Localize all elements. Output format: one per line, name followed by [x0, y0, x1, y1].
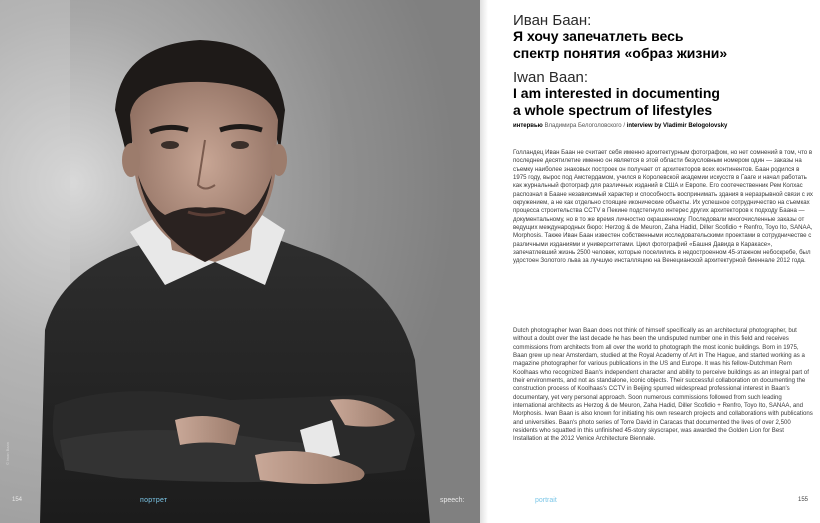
byline-ru-name: Владимира Белоголовского	[544, 123, 622, 129]
title-en-name: Iwan Baan:	[513, 69, 589, 86]
byline-en-label: interview by	[626, 123, 662, 129]
title-ru-headline	[513, 28, 813, 62]
page-number-right: 155	[797, 497, 808, 503]
page-gutter-shadow	[480, 0, 488, 523]
magazine-name	[440, 497, 465, 504]
title-en-line-2: a whole spectrum of lifestyles	[513, 102, 713, 118]
title-ru-line-2: спектр понятия «образ жизни»	[513, 45, 728, 61]
section-label-right: portrait	[535, 497, 557, 504]
page-number-left: 154	[12, 497, 23, 503]
title-en-line-1: I am interested in documenting	[513, 85, 720, 101]
magazine-title: speech:	[440, 497, 465, 504]
section-label-left: портрет	[140, 497, 168, 504]
photo-credit: © Iwan Baan	[5, 442, 10, 465]
byline-en-name: Vladimir Belogolovsky	[663, 123, 728, 129]
title-en-headline	[513, 85, 813, 119]
byline-ru-label: интервью	[513, 123, 543, 129]
byline-separator: /	[623, 123, 625, 129]
title-ru-name: Иван Баан:	[513, 12, 592, 29]
title-ru-line-1: Я хочу запечатлеть весь	[513, 28, 684, 44]
right-page	[480, 0, 820, 523]
byline	[513, 123, 727, 129]
body-text-russian: Голландец Иван Баан не считает себя именно архитектурным фотографом, но нет сомнений в том, что в последнее десятилетие именно он является в этой области безусловным номером один — заказы на съемку наиболее знаковых построек он получает от архитекторов всех континентов. Баан родился в 1975 году, вырос под Амстердамом, учился в Королевской академии искусств в Гааге и начал работать как журнальный фотограф для различных изданий в США и Европе. Его соотечественник Рем Колхас распознал в Баане независимый характер и способность воспринимать здания в неразрывной связи с их окружением, а не как отдельно стоящие иконические объекты. Их успешное сотрудничество на съемках процесса строительства CCTV в Пекине подстегнуло интерес других архитекторов к подходу Баана — документальному, но в то же время личностно окрашенному. Последовали многочисленные заказы от ведущих международных бюро: Herzog & de Meuron, Zaha Hadid, Diller Scofidio + Renfro, Toyo Ito, SANAA, Morphosis. Также Иван Баан известен собственными исследовательскими проектами в сотрудничестве с различными изданиями и университетами. Цикл фотографий «Башня Давида в Каракасе», запечатлевший жизнь 2500 человек, которые поселились в недостроенном 45-этажном небоскребе, был удостоен Золотого льва за лучшую инсталляцию на Венецианской архитектурной биеннале 2012 года.	[513, 149, 813, 265]
body-text-english: Dutch photographer Iwan Baan does not think of himself specifically as an architectural photographer, but without a doubt over the last decade he has been the undisputed number one in this field and receives commissions from architects from all over the world to photograph the most iconic buildings. Born in 1975, Baan grew up near Amsterdam, studied at the Royal Academy of Art in The Hague, and started working as a magazine photographer for various publications in the US and Europe. It was his fellow-Dutchman Rem Koolhaas who recognized Baan's independent character and ability to perceive buildings as an integral part of their environments, and not as standalone, iconic objects. Their successful collaboration on documenting the construction process of Koolhaas's CCTV in Beijing spurred widespread professional interest in Baan's documentary, yet very personal approach. Soon numerous commissions followed from such leading international architects as Herzog & de Meuron, Zaha Hadid, Diller Scofidio + Renfro, Toyo Ito, SANAA, and Morphosis. Iwan Baan is also known for initiating his own research projects and collaborations with publications and universities. Baan's photo series of Torre David in Caracas that documented the lives of over 2,500 residents who squatted in this unfinished 45-story skyscraper, was awarded the Golden Lion for Best Installation at the 2012 Venice Architecture Biennale.	[513, 327, 813, 443]
